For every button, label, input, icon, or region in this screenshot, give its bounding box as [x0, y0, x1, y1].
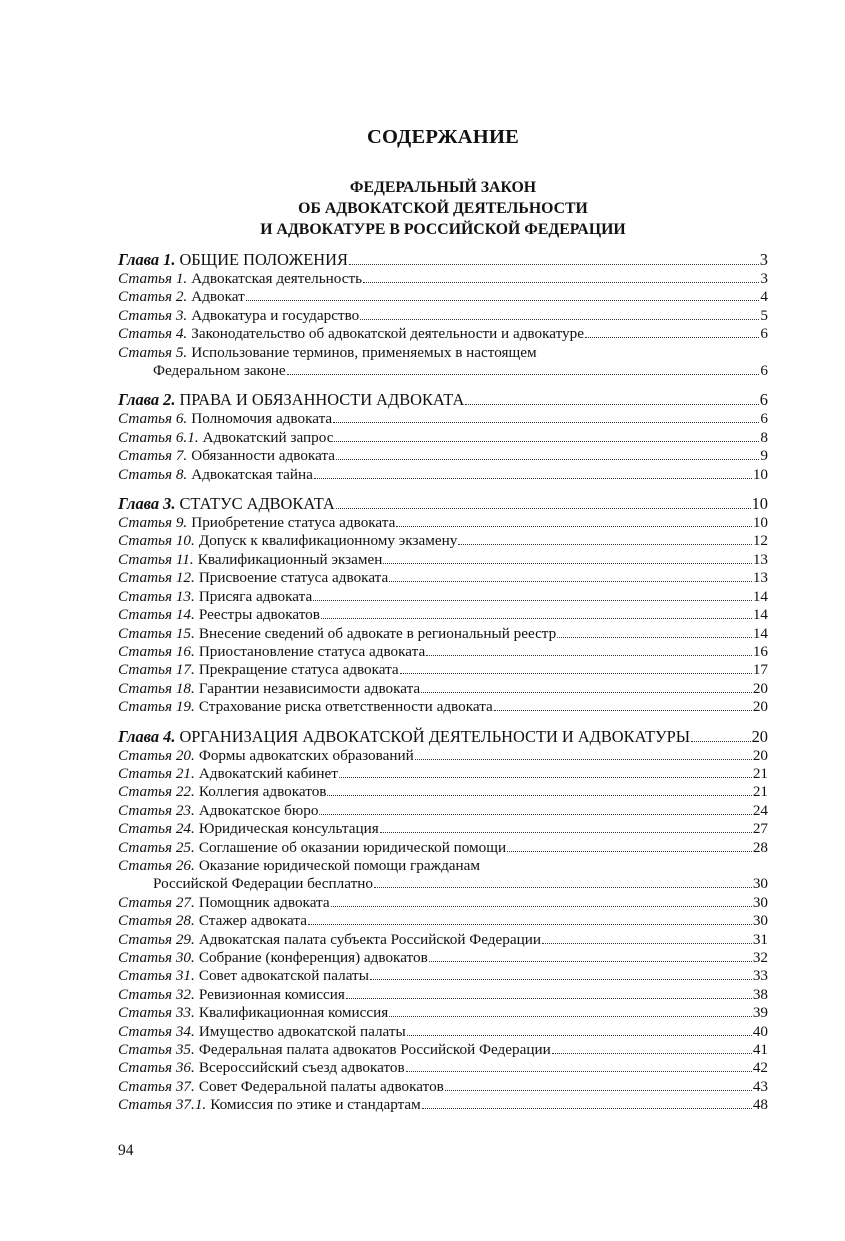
toc-article-10[interactable]: Статья 10. Допуск к квалификационному экзамену 12: [118, 532, 768, 550]
page-number: 94: [118, 1142, 134, 1159]
toc-article-3[interactable]: Статья 3. Адвокатура и государство 5: [118, 306, 768, 324]
toc-article-34[interactable]: Статья 34. Имущество адвокатской палаты 40: [118, 1022, 768, 1040]
dot-leader: [465, 404, 758, 405]
toc-article-37[interactable]: Статья 37. Совет Федеральной палаты адвокатов 43: [118, 1077, 768, 1095]
toc-article-23[interactable]: Статья 23. Адвокатское бюро 24: [118, 801, 768, 819]
toc-article-31[interactable]: Статья 31. Совет адвокатской палаты 33: [118, 967, 768, 985]
dot-leader: [383, 563, 751, 564]
toc-article-26[interactable]: Статья 26. Оказание юридической помощи гражданам: [118, 856, 481, 874]
toc-chapter-1[interactable]: Глава 1. ОБЩИЕ ПОЛОЖЕНИЯ 3: [118, 250, 768, 269]
toc-article-24[interactable]: Статья 24. Юридическая консультация 27: [118, 820, 768, 838]
dot-leader: [406, 1071, 752, 1072]
toc-list: [118, 250, 768, 1115]
dot-leader: [507, 851, 752, 852]
dot-leader: [331, 906, 752, 907]
law-title: [118, 177, 768, 240]
dot-leader: [360, 319, 759, 320]
toc-article-30[interactable]: Статья 30. Собрание (конференция) адвокатов 32: [118, 949, 768, 966]
dot-leader: [380, 832, 752, 833]
toc-article-29[interactable]: Статья 29. Адвокатская палата субъекта Российской Федерации 31: [118, 930, 768, 948]
dot-leader: [336, 459, 759, 460]
dot-leader: [585, 337, 759, 338]
toc-article-17[interactable]: Статья 17. Прекращение статуса адвоката 17: [118, 661, 768, 679]
dot-leader: [389, 1016, 752, 1017]
toc-article-16[interactable]: Статья 16. Приостановление статуса адвоката 16: [118, 642, 768, 660]
toc-article-36[interactable]: Статья 36. Всероссийский съезд адвокатов 42: [118, 1059, 768, 1077]
dot-leader: [346, 998, 752, 999]
toc-article-35[interactable]: Статья 35. Федеральная палата адвокатов Российской Федерации 41: [118, 1041, 768, 1059]
dot-leader: [552, 1053, 752, 1054]
dot-leader: [363, 282, 759, 283]
toc-article-28[interactable]: Статья 28. Стажер адвоката 30: [118, 912, 768, 930]
toc-article-5-cont[interactable]: Федеральном законе 6: [153, 362, 768, 380]
dot-leader: [287, 374, 760, 375]
toc-chapter-3[interactable]: Глава 3. СТАТУС АДВОКАТА 10: [118, 494, 768, 514]
dot-leader: [327, 795, 751, 796]
dot-leader: [429, 961, 752, 962]
toc-article-22[interactable]: Статья 22. Коллегия адвокатов 21: [118, 783, 768, 801]
dot-leader: [691, 741, 751, 742]
toc-article-6[interactable]: Статья 6. Полномочия адвоката 6: [118, 410, 768, 428]
toc-article-33[interactable]: Статья 33. Квалификационная комиссия 39: [118, 1004, 768, 1022]
dot-leader: [389, 581, 752, 582]
toc-article-18[interactable]: Статья 18. Гарантии независимости адвоката 20: [118, 679, 768, 697]
dot-leader: [349, 264, 759, 265]
law-title-line: И АДВОКАТУРЕ В РОССИЙСКОЙ ФЕДЕРАЦИИ: [260, 221, 626, 238]
toc-article-37-1[interactable]: Статья 37.1. Комиссия по этике и стандартам 48: [118, 1096, 768, 1114]
law-title-line: ФЕДЕРАЛЬНЫЙ ЗАКОН: [349, 179, 537, 196]
dot-leader: [494, 710, 752, 711]
toc-article-8[interactable]: Статья 8. Адвокатская тайна 10: [118, 465, 768, 483]
toc-article-4[interactable]: Статья 4. Законодательство об адвокатской деятельности и адвокатуре 6: [118, 325, 768, 343]
toc-article-1[interactable]: Статья 1. Адвокатская деятельность 3: [118, 270, 768, 287]
toc-article-9[interactable]: Статья 9. Приобретение статуса адвоката 10: [118, 514, 768, 532]
law-title-line: ОБ АДВОКАТСКОЙ ДЕЯТЕЛЬНОСТИ: [298, 200, 588, 217]
dot-leader: [370, 979, 752, 980]
toc-article-21[interactable]: Статья 21. Адвокатский кабинет 21: [118, 764, 768, 782]
dot-leader: [321, 618, 752, 619]
dot-leader: [333, 422, 759, 423]
toc-article-20[interactable]: Статья 20. Формы адвокатских образований 20: [118, 746, 768, 764]
dot-leader: [415, 759, 752, 760]
toc-article-27[interactable]: Статья 27. Помощник адвоката 30: [118, 893, 768, 911]
dot-leader: [319, 814, 751, 815]
toc-article-14[interactable]: Статья 14. Реестры адвокатов 14: [118, 606, 768, 624]
dot-leader: [339, 777, 752, 778]
dot-leader: [308, 924, 752, 925]
dot-leader: [314, 478, 752, 479]
toc-article-7[interactable]: Статья 7. Обязанности адвоката 9: [118, 447, 768, 465]
dot-leader: [336, 508, 751, 509]
dot-leader: [246, 300, 760, 301]
dot-leader: [445, 1090, 752, 1091]
dot-leader: [396, 526, 751, 527]
page-title: СОДЕРЖАНИЕ: [367, 126, 519, 148]
toc-article-19[interactable]: Статья 19. Страхование риска ответственности адвоката 20: [118, 698, 768, 716]
toc-article-26-cont[interactable]: Российской Федерации бесплатно 30: [153, 875, 768, 893]
toc-article-15[interactable]: Статья 15. Внесение сведений об адвокате в региональный реестр 14: [118, 624, 768, 642]
dot-leader: [557, 637, 752, 638]
dot-leader: [542, 943, 752, 944]
dot-leader: [422, 1108, 752, 1109]
toc-article-6-1[interactable]: Статья 6.1. Адвокатский запрос 8: [118, 428, 768, 446]
toc-chapter-4[interactable]: Глава 4. ОРГАНИЗАЦИЯ АДВОКАТСКОЙ ДЕЯТЕЛЬНОСТИ И АДВОКАТУРЫ 20: [118, 726, 768, 746]
dot-leader: [426, 655, 752, 656]
toc-article-5[interactable]: Статья 5. Использование терминов, применяемых в настоящем: [118, 343, 537, 361]
dot-leader: [313, 600, 752, 601]
toc-chapter-2[interactable]: Глава 2. ПРАВА И ОБЯЗАННОСТИ АДВОКАТА 6: [118, 390, 768, 410]
dot-leader: [334, 441, 759, 442]
toc-article-11[interactable]: Статья 11. Квалификационный экзамен 13: [118, 550, 768, 568]
dot-leader: [421, 692, 752, 693]
toc-article-2[interactable]: Статья 2. Адвокат 4: [118, 288, 768, 306]
toc-article-13[interactable]: Статья 13. Присяга адвоката 14: [118, 587, 768, 605]
toc-article-12[interactable]: Статья 12. Присвоение статуса адвоката 13: [118, 569, 768, 587]
dot-leader: [458, 544, 752, 545]
dot-leader: [400, 673, 752, 674]
dot-leader: [374, 887, 752, 888]
dot-leader: [407, 1035, 752, 1036]
toc-article-32[interactable]: Статья 32. Ревизионная комиссия 38: [118, 985, 768, 1003]
toc-article-25[interactable]: Статья 25. Соглашение об оказании юридической помощи 28: [118, 838, 768, 856]
